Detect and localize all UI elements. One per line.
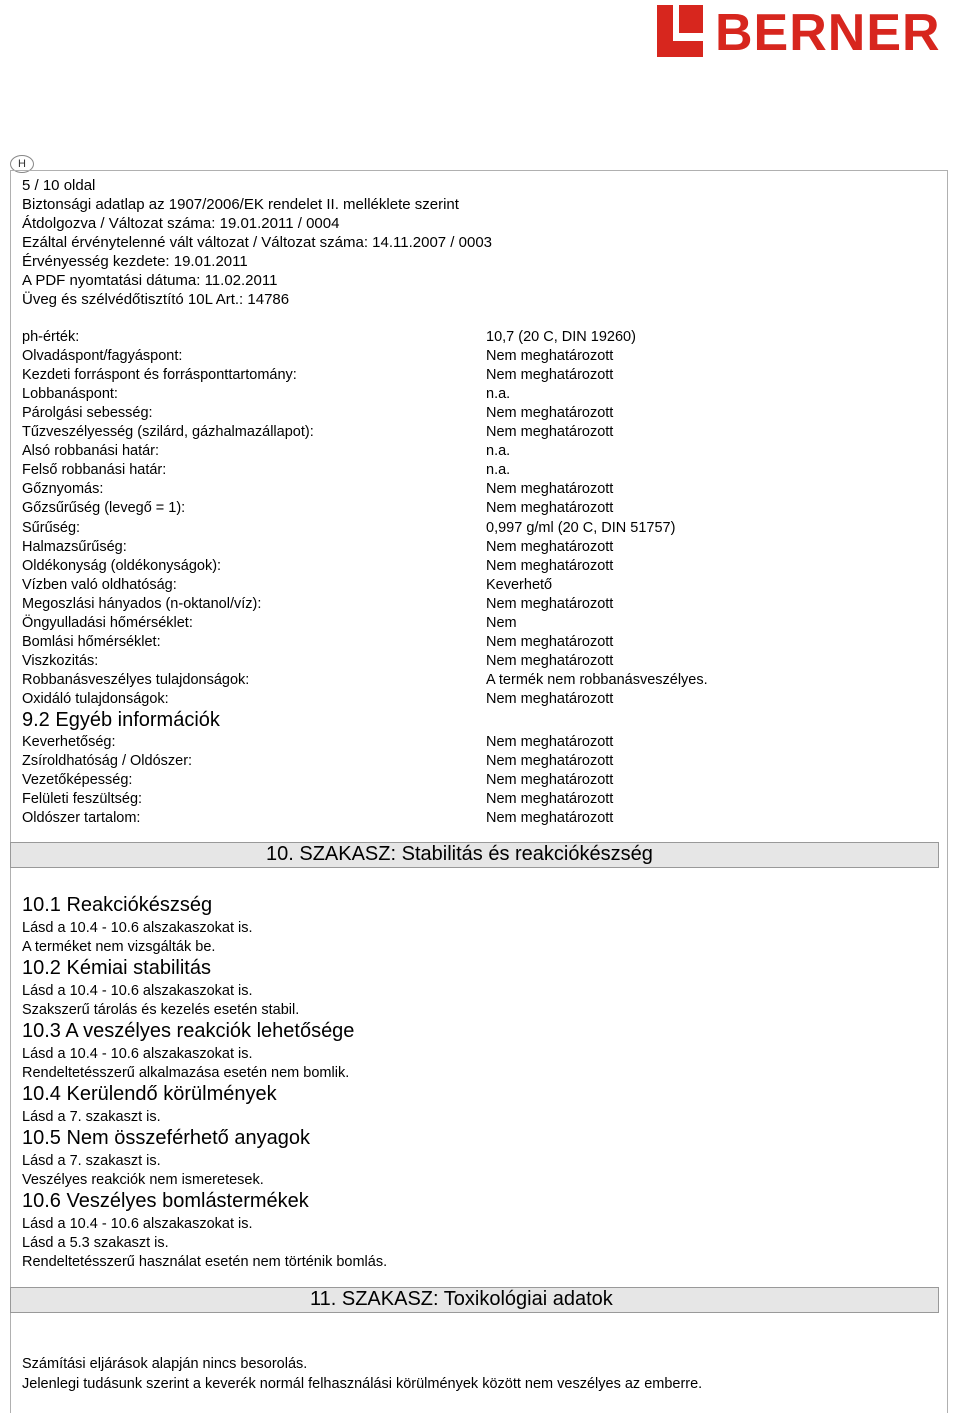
property-value: Nem meghatározott [486, 500, 614, 517]
property-value: Nem meghatározott [486, 348, 614, 365]
property-label: Robbanásveszélyes tulajdonságok: [22, 671, 250, 688]
property-label: Oxidáló tulajdonságok: [22, 690, 169, 707]
language-badge: H [10, 155, 34, 173]
subsection-line: A terméket nem vizsgálták be. [22, 939, 216, 955]
property-value: n.a. [486, 462, 511, 479]
subsection-title: 10.5 Nem összeférhető anyagok [22, 1127, 310, 1149]
property-label: Bomlási hőmérséklet: [22, 633, 161, 650]
subsection-line: Lásd a 10.4 - 10.6 alszakaszokat is. [22, 983, 253, 999]
property-value: Nem meghatározott [486, 753, 614, 770]
property-label: Felületi feszültség: [22, 791, 143, 808]
property-label: ph-érték: [22, 329, 80, 345]
property-value: Nem meghatározott [486, 481, 614, 498]
logo-mark-icon [657, 5, 703, 57]
property-value: Nem meghatározott [486, 424, 614, 441]
header-line: 5 / 10 oldal [22, 177, 96, 194]
property-value: Nem meghatározott [486, 367, 614, 384]
subsection-line: Lásd a 10.4 - 10.6 alszakaszokat is. [22, 1046, 253, 1062]
header-line: Üveg és szélvédőtisztító 10L Art.: 14786 [22, 291, 290, 308]
property-label: Vezetőképesség: [22, 772, 133, 789]
property-label: Halmazsűrűség: [22, 538, 127, 555]
property-label: Olvadáspont/fagyáspont: [22, 348, 183, 365]
property-label: Viszkozitás: [22, 652, 99, 669]
header-line: Biztonsági adatlap az 1907/2006/EK rendelet II. melléklete szerint [22, 196, 459, 213]
property-label: Lobbanáspont: [22, 386, 118, 403]
brand-name: BERNER [715, 4, 941, 62]
property-label: Tűzveszélyesség (szilárd, gázhalmazállapot): [22, 424, 314, 441]
property-label: Gőznyomás: [22, 481, 104, 498]
header-line: Érvényesség kezdete: 19.01.2011 [22, 253, 248, 270]
berner-logo [657, 5, 957, 61]
property-value: Nem meghatározott [486, 652, 614, 669]
subsection-line: Veszélyes reakciók nem ismeretesek. [22, 1172, 264, 1188]
property-value: Nem meghatározott [486, 557, 614, 574]
subsection-line: Lásd a 10.4 - 10.6 alszakaszokat is. [22, 1216, 253, 1232]
property-value: 0,997 g/ml (20 C, DIN 51757) [486, 519, 676, 536]
section11-line: Számítási eljárások alapján nincs besorolás. [22, 1356, 308, 1372]
subsection-title: 10.6 Veszélyes bomlástermékek [22, 1190, 309, 1212]
subsection-line: Lásd a 7. szakaszt is. [22, 1109, 161, 1125]
property-value: Nem meghatározott [486, 633, 614, 650]
section10-title: 10. SZAKASZ: Stabilitás és reakciókészség [266, 843, 653, 865]
property-label: Alsó robbanási határ: [22, 443, 160, 460]
subsection-line: Lásd a 7. szakaszt is. [22, 1153, 161, 1169]
subsection-line: Lásd a 5.3 szakaszt is. [22, 1235, 169, 1251]
section11-title: 11. SZAKASZ: Toxikológiai adatok [310, 1288, 613, 1310]
property-value: Nem meghatározott [486, 772, 614, 789]
subsection-title: 10.2 Kémiai stabilitás [22, 957, 211, 979]
subsection-title: 10.4 Kerülendő körülmények [22, 1083, 277, 1105]
other-info-title: 9.2 Egyéb információk [22, 709, 220, 731]
property-value: 10,7 (20 C, DIN 19260) [486, 329, 636, 345]
header-line: A PDF nyomtatási dátuma: 11.02.2011 [22, 272, 278, 289]
property-value: Nem meghatározott [486, 595, 614, 612]
subsection-line: Lásd a 10.4 - 10.6 alszakaszokat is. [22, 920, 253, 936]
property-label: Oldószer tartalom: [22, 810, 141, 827]
property-label: Sűrűség: [22, 519, 81, 536]
property-label: Vízben való oldhatóság: [22, 576, 177, 593]
property-label: Megoszlási hányados (n-oktanol/víz): [22, 595, 262, 612]
property-label: Kezdeti forráspont és forrásponttartomány: [22, 367, 297, 384]
subsection-title: 10.1 Reakciókészség [22, 894, 213, 916]
property-value: Nem meghatározott [486, 538, 614, 555]
subsection-line: Rendeltetésszerű alkalmazása esetén nem bomlik. [22, 1065, 350, 1081]
property-value: A termék nem robbanásveszélyes. [486, 671, 708, 688]
property-value: Nem meghatározott [486, 734, 614, 750]
property-label: Öngyulladási hőmérséklet: [22, 614, 193, 631]
property-value: Nem meghatározott [486, 690, 614, 707]
property-value: n.a. [486, 386, 511, 403]
property-label: Gőzsűrűség (levegő = 1): [22, 500, 186, 517]
property-label: Párolgási sebesség: [22, 405, 153, 422]
property-label: Keverhetőség: [22, 734, 116, 750]
property-value: Nem [486, 614, 517, 631]
property-value: n.a. [486, 443, 511, 460]
property-label: Zsíroldhatóság / Oldószer: [22, 753, 193, 770]
property-value: Nem meghatározott [486, 405, 614, 422]
subsection-line: Rendeltetésszerű használat esetén nem történik bomlás. [22, 1254, 388, 1270]
property-label: Oldékonyság (oldékonyságok): [22, 557, 222, 574]
header-line: Ezáltal érvénytelenné vált változat / Változat száma: 14.11.2007 / 0003 [22, 234, 493, 251]
header-line: Átdolgozva / Változat száma: 19.01.2011 / 0004 [22, 215, 340, 232]
subsection-line: Szakszerű tárolás és kezelés esetén stabil. [22, 1002, 300, 1018]
property-value: Nem meghatározott [486, 810, 614, 827]
property-value: Keverhető [486, 576, 553, 593]
property-label: Felső robbanási határ: [22, 462, 167, 479]
subsection-title: 10.3 A veszélyes reakciók lehetősége [22, 1020, 355, 1042]
property-value: Nem meghatározott [486, 791, 614, 808]
section11-line: Jelenlegi tudásunk szerint a keverék normál felhasználási körülmények között nem veszélyes az emberre. [22, 1376, 703, 1392]
